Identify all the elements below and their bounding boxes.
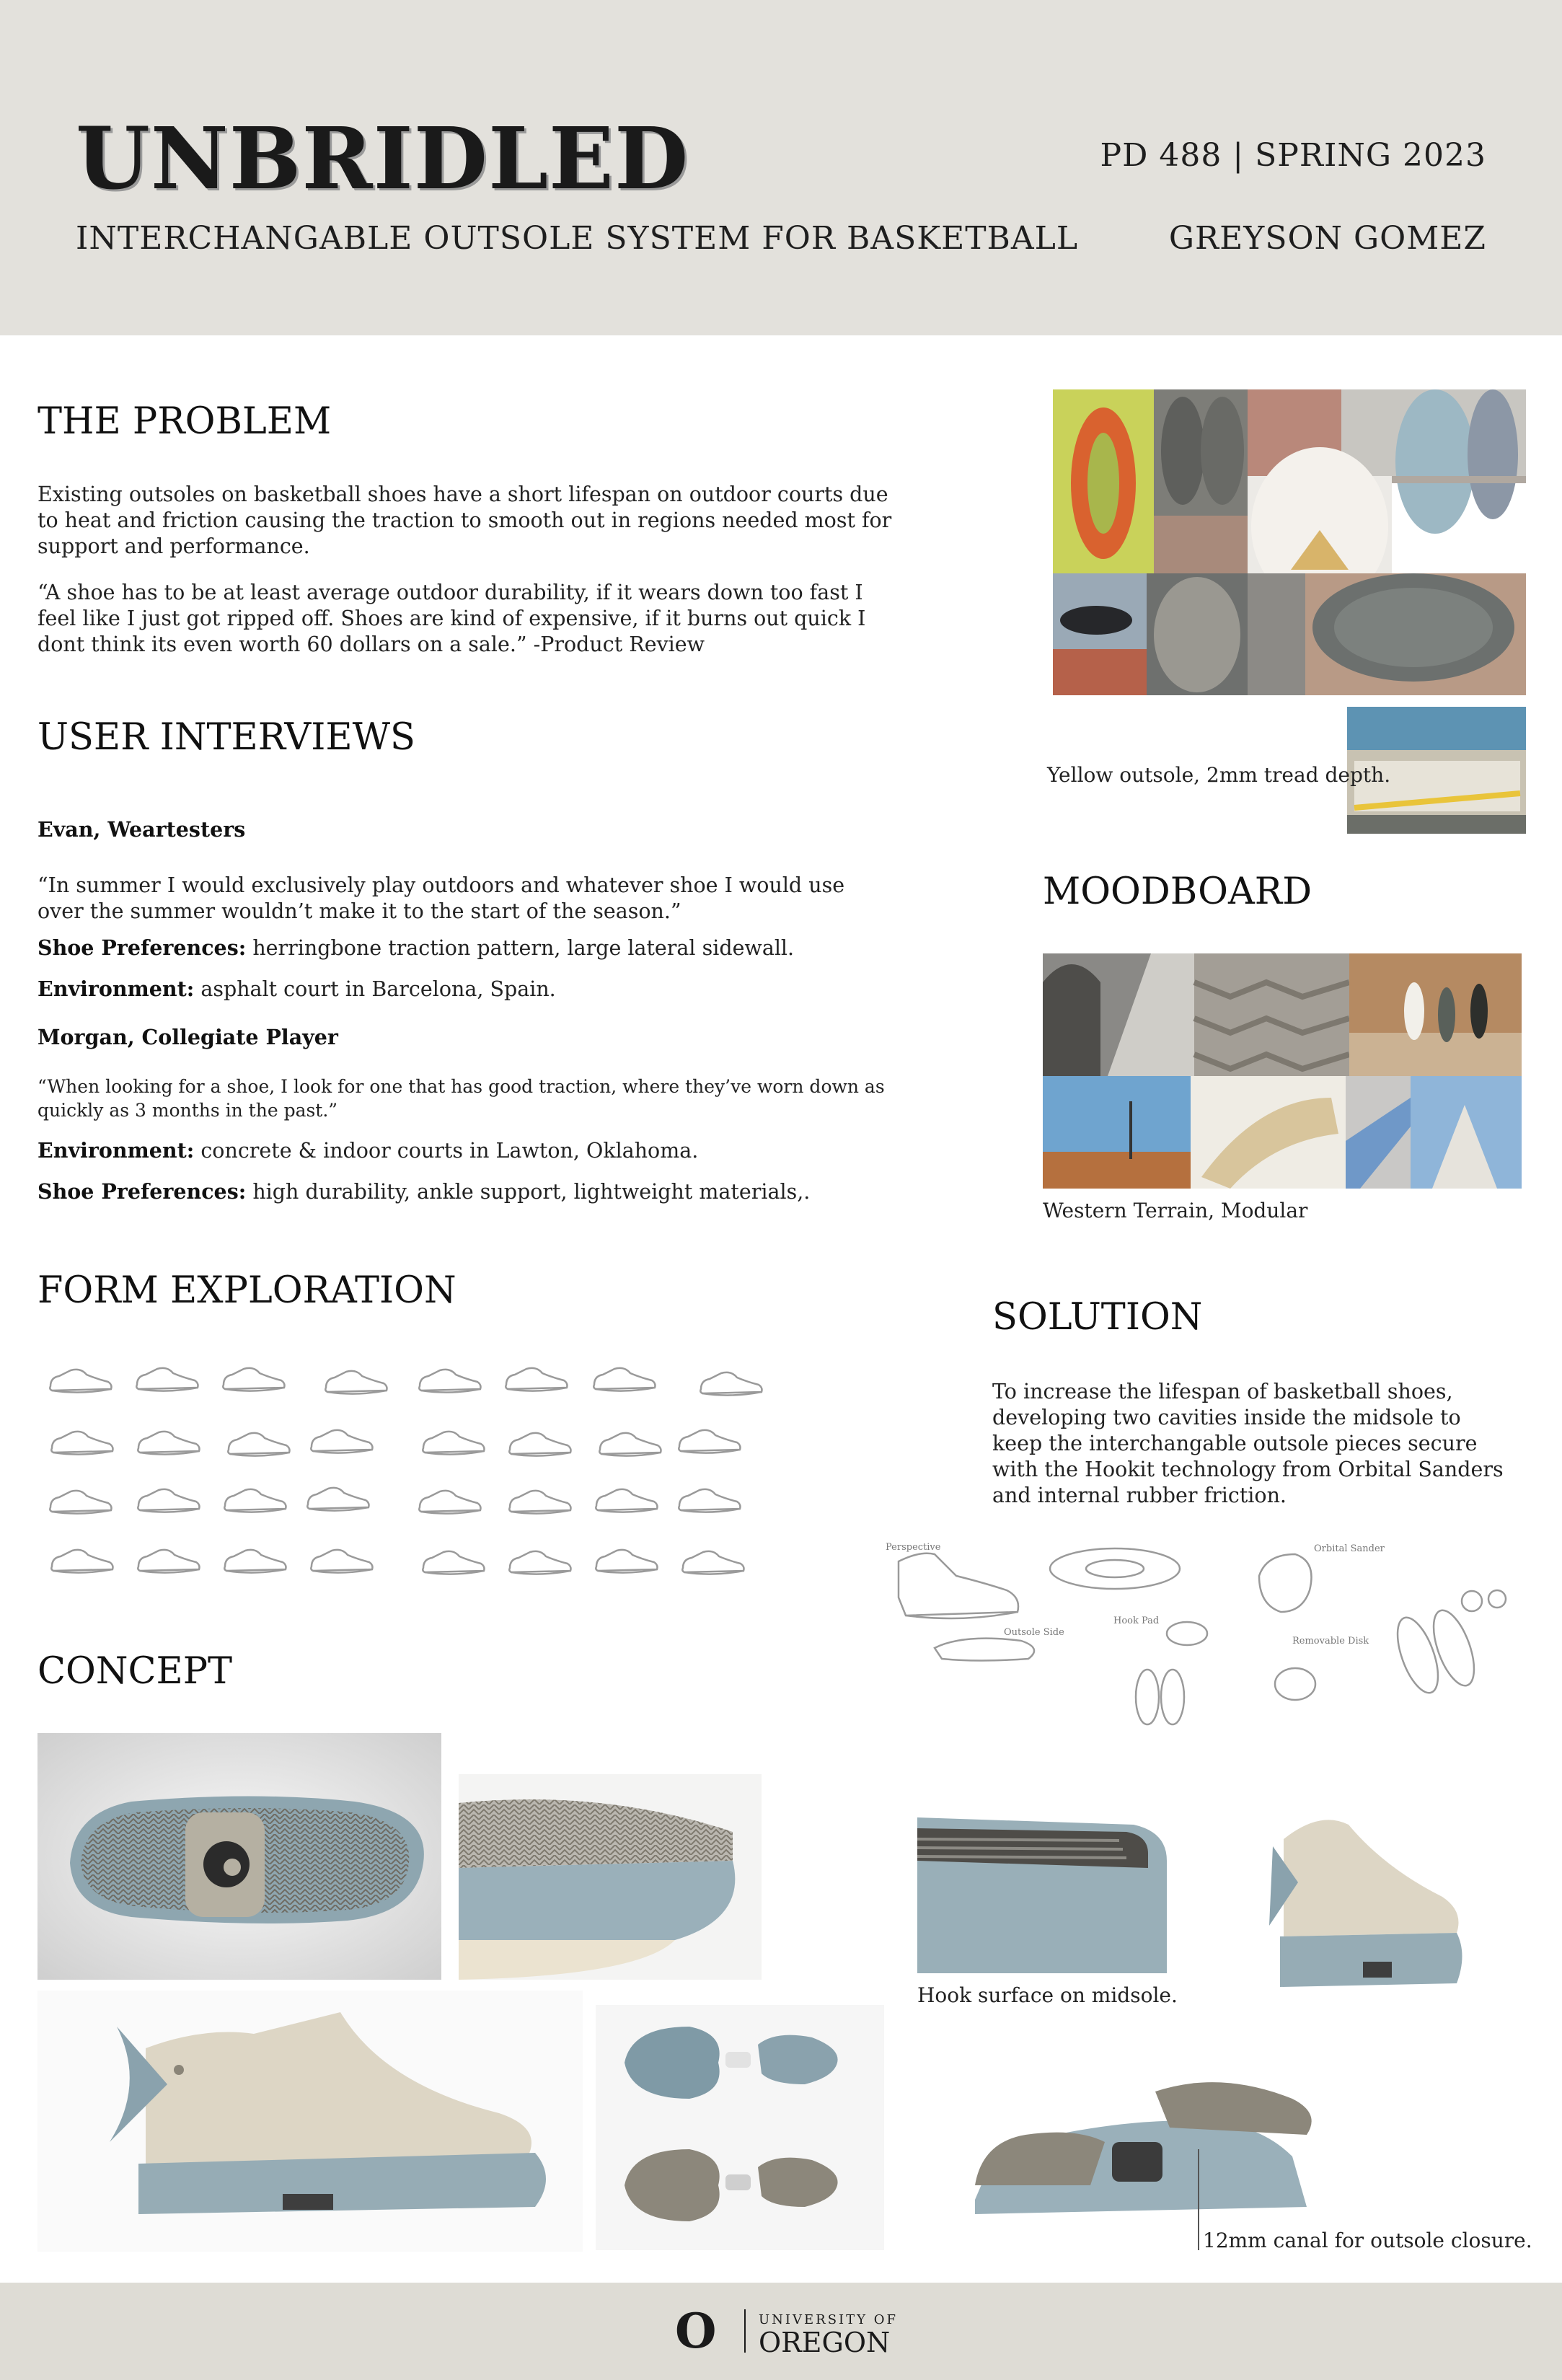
concept-render-shoe-side-large — [37, 1991, 583, 2252]
evan-environment — [37, 976, 556, 1002]
uo-logo-mark: O — [675, 2303, 717, 2359]
oregon-label: OREGON — [759, 2327, 891, 2358]
concept-heading: CONCEPT — [37, 1650, 233, 1693]
moodboard-heading: MOODBOARD — [1043, 871, 1312, 913]
footer-divider — [744, 2309, 746, 2353]
sketch-label-removable-disk: Removable Disk — [1292, 1636, 1369, 1647]
solution-sketches — [877, 1533, 1526, 1742]
poster-subtitle: INTERCHANGABLE OUTSOLE SYSTEM FOR BASKETBALL — [76, 220, 1079, 257]
concept-render-shoe-side-small — [1240, 1796, 1471, 1998]
evan-env-label: Environment: — [37, 977, 195, 1001]
evan-preferences — [37, 935, 794, 961]
problem-quote: “A shoe has to be at least average outdoor durability, if it wears down too fast I feel like I just got ripped off. Shoes are kind of expensive, if it burns out quick I dont think its even worth 60 dollars on a sale.” -Product Review — [37, 581, 866, 656]
morgan-pref-label: Shoe Preferences: — [37, 1179, 247, 1204]
evan-pref-value: herringbone traction pattern, large lateral sidewall. — [246, 936, 795, 960]
morgan-pref-value: high durability, ankle support, lightweight materials,. — [246, 1180, 811, 1204]
hook-caption: Hook surface on midsole. — [917, 1983, 1178, 2007]
morgan-env-value: concrete & indoor courts in Lawton, Oklahoma. — [194, 1139, 699, 1163]
problem-body: Existing outsoles on basketball shoes have a short lifespan on outdoor courts due to heat and friction causing the traction to smooth out in regions needed most for support and performance. — [37, 482, 892, 558]
solution-heading: SOLUTION — [992, 1296, 1203, 1339]
poster-title: UNBRIDLED — [76, 108, 689, 208]
sketch-label-outsole-side: Outsole Side — [1004, 1627, 1064, 1638]
canal-caption: 12mm canal for outsole closure. — [1203, 2229, 1532, 2252]
concept-render-sole-top — [37, 1733, 441, 1980]
morgan-quote: “When looking for a shoe, I look for one that has good traction, where they’ve worn down as quickly as 3 months in the past.” — [37, 1076, 885, 1121]
moodboard-caption: Western Terrain, Modular — [1043, 1199, 1308, 1222]
interviewee-morgan: Morgan, Collegiate Player — [37, 1025, 338, 1049]
concept-render-hook-midsole — [917, 1803, 1167, 1973]
form-exploration-heading: FORM EXPLORATION — [37, 1269, 456, 1312]
concept-render-exploded-view — [917, 2041, 1357, 2257]
yellow-outsole-caption: Yellow outsole, 2mm tread depth. — [1047, 763, 1391, 787]
moodboard-collage — [1043, 953, 1522, 1189]
problem-heading: THE PROBLEM — [37, 400, 332, 443]
interviewee-evan: Evan, Weartesters — [37, 817, 246, 842]
sketch-label-perspective: Perspective — [886, 1542, 941, 1553]
course-label: PD 488 | SPRING 2023 — [1100, 137, 1486, 174]
evan-quote: “In summer I would exclusively play outdoors and whatever shoe I would use over the summer wouldn’t make it to the start of the season.” — [37, 873, 845, 923]
sketch-label-hook-pad: Hook Pad — [1113, 1616, 1160, 1626]
morgan-env-label: Environment: — [37, 1138, 195, 1163]
concept-render-side-detail — [459, 1774, 762, 1980]
evan-pref-label: Shoe Preferences: — [37, 935, 247, 960]
morgan-environment — [37, 1137, 698, 1164]
university-of-label: UNIVERSITY OF — [759, 2312, 899, 2327]
evan-env-value: asphalt court in Barcelona, Spain. — [194, 977, 556, 1001]
solution-body: To increase the lifespan of basketball shoes, developing two cavities inside the midsole to keep the interchangable outsole pieces secure with the Hookit technology from Orbital Sanders and internal rubber friction. — [992, 1380, 1504, 1507]
worn-outsoles-collage — [1053, 389, 1526, 695]
form-sketches-grid — [43, 1356, 779, 1587]
author-name: GREYSON GOMEZ — [1168, 220, 1486, 257]
sketch-label-orbital-sander: Orbital Sander — [1314, 1543, 1385, 1554]
morgan-preferences — [37, 1178, 810, 1205]
interviews-heading: USER INTERVIEWS — [37, 716, 415, 759]
concept-render-outsole-pieces — [596, 2005, 884, 2250]
